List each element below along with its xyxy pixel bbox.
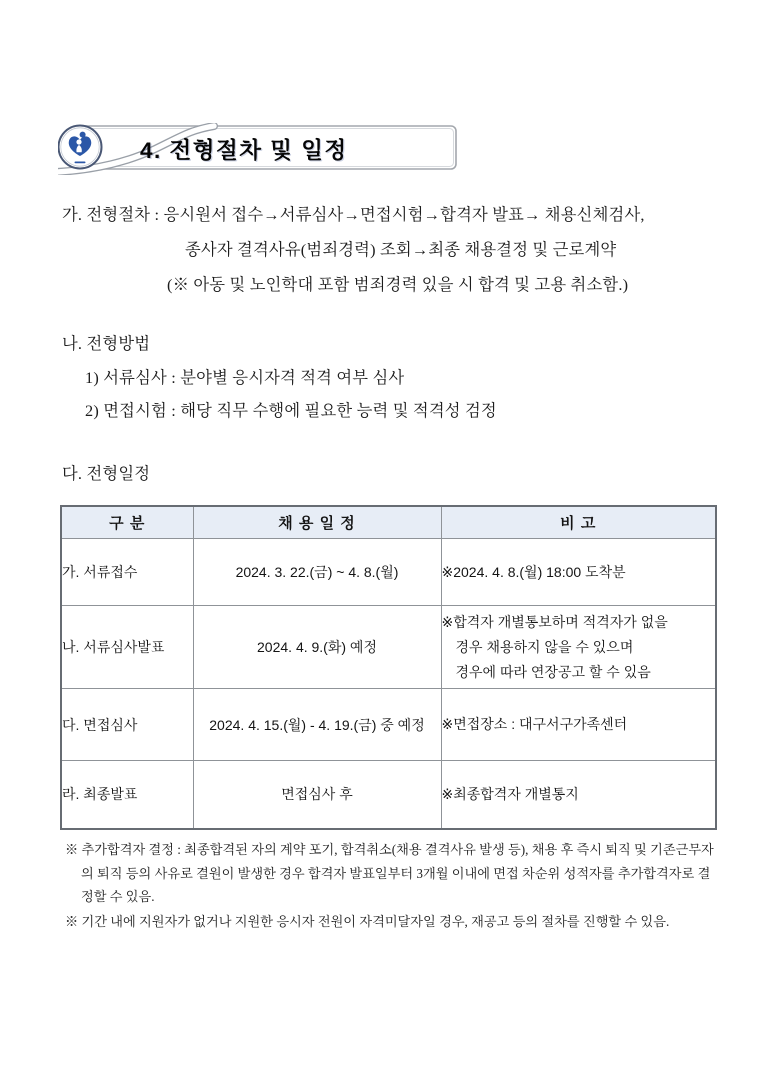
- cell-note: ※2024. 4. 8.(월) 18:00 도착분: [441, 539, 716, 606]
- schedule-table-wrap: [60, 505, 715, 830]
- schedule-heading: 다. 전형일정: [62, 464, 151, 483]
- cell-note: ※최종합격자 개별통지: [441, 761, 716, 829]
- table-row: [61, 606, 716, 689]
- page-title: 4. 전형절차 및 일정: [140, 138, 348, 163]
- note-line: 경우 채용하지 않을 수 있으며: [455, 638, 634, 655]
- table-row: [61, 539, 716, 606]
- method-item-2: 2) 면접시험 : 해당 직무 수행에 필요한 능력 및 적격성 검정: [85, 401, 497, 420]
- cell-schedule: 2024. 3. 22.(금) ~ 4. 8.(월): [193, 539, 441, 606]
- col-header-note: 비 고: [441, 506, 716, 539]
- cell-category: 나. 서류심사발표: [61, 606, 193, 689]
- cell-category: 다. 면접심사: [61, 689, 193, 761]
- section-header-banner: [58, 123, 462, 175]
- note-line: 경우에 따라 연장공고 할 수 있음: [455, 663, 651, 680]
- cell-note: [441, 606, 716, 689]
- table-row: [61, 761, 716, 829]
- footnote-2: ※ 기간 내에 지원자가 없거나 지원한 응시자 전원이 자격미달자일 경우, 재공고 등의 절차를 진행할 수 있음.: [65, 913, 670, 929]
- table-row: [61, 689, 716, 761]
- table-header-row: [61, 506, 716, 539]
- cell-schedule: 면접심사 후: [193, 761, 441, 829]
- method-heading: 나. 전형방법: [62, 334, 151, 353]
- cell-category: 라. 최종발표: [61, 761, 193, 829]
- footnotes: [65, 838, 715, 934]
- note-line: ※합격자 개별통보하며 적격자가 없을: [441, 613, 668, 630]
- procedure-line-2: 종사자 결격사유(범죄경력) 조회→최종 채용결정 및 근로계약: [185, 240, 617, 259]
- col-header-schedule: 채 용 일 정: [193, 506, 441, 539]
- cell-category: 가. 서류접수: [61, 539, 193, 606]
- footnote-1: ※ 추가합격자 결정 : 최종합격된 자의 계약 포기, 합격취소(채용 결격사유 발생 등), 채용 후 즉시 퇴직 및 기존근무자의 퇴직 등의 사유로 결원이 발생한 경우 합격자 발표일부터 3개월 이내에 면접 차순위 성적자를 추가합격자로 결정할 수 있음.: [65, 842, 714, 904]
- cell-schedule: 2024. 4. 9.(화) 예정: [193, 606, 441, 689]
- method-item-1: 1) 서류심사 : 분야별 응시자격 적격 여부 심사: [85, 368, 405, 387]
- schedule-table: [60, 505, 717, 830]
- cell-schedule: 2024. 4. 15.(월) - 4. 19.(금) 중 예정: [193, 689, 441, 761]
- procedure-line-3: (※ 아동 및 노인학대 포함 범죄경력 있을 시 합격 및 고용 취소함.): [167, 275, 629, 294]
- col-header-category: 구 분: [61, 506, 193, 539]
- procedure-line-1: 가. 전형절차 : 응시원서 접수→서류심사→면접시험→합격자 발표→ 채용신체검사,: [62, 205, 645, 224]
- cell-note: ※면접장소 : 대구서구가족센터: [441, 689, 716, 761]
